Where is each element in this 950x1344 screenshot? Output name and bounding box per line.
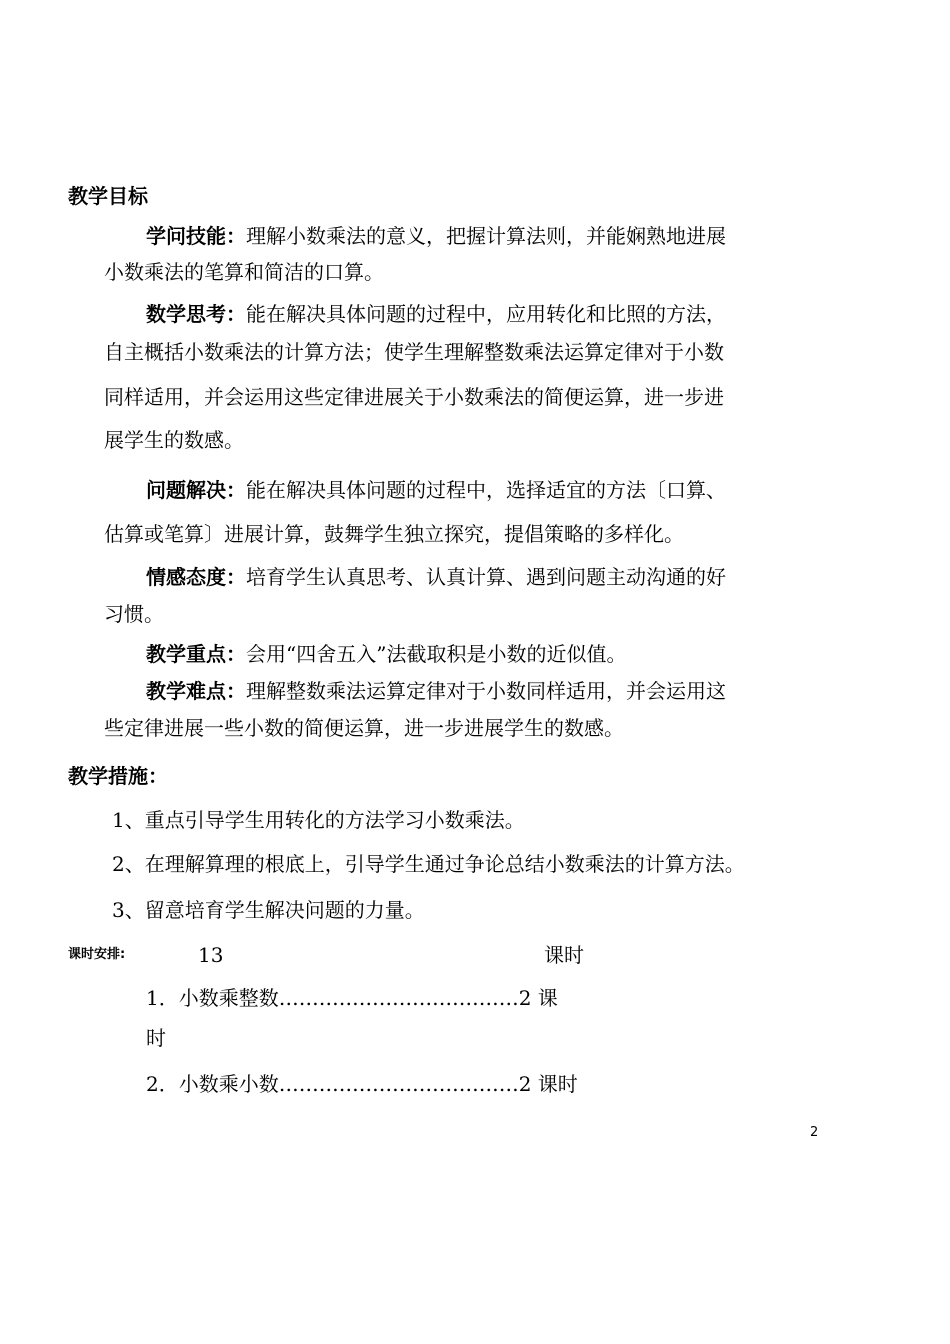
difficulty-line-2: 些定律进展一些小数的简便运算，进一步进展学生的数感。 (104, 716, 624, 740)
goal-problem-line-2: 估算或笔算〕进展计算，鼓舞学生独立探究，提倡策略的多样化。 (104, 522, 684, 546)
goal-attitude-line-2: 习惯。 (104, 602, 164, 626)
goal-skills-label: 学问技能： (146, 224, 246, 248)
schedule-item-line-1: 2．小数乘小数………………………………2 课时 (146, 1072, 578, 1096)
goal-problem-label: 问题解决： (146, 478, 246, 502)
goal-attitude-label: 情感态度： (146, 565, 246, 589)
goal-attitude-line-1: 情感态度：培育学生认真思考、认真计算、遇到问题主动沟通的好 (146, 565, 726, 589)
difficulty-line-1: 教学难点：理解整数乘法运算定律对于小数同样适用，并会运用这 (146, 679, 726, 703)
schedule-item-line-1: 1．小数乘整数………………………………2 课 (146, 986, 558, 1010)
schedule-item-line-2: 时 (146, 1026, 166, 1050)
goal-skills-line-1: 学问技能：理解小数乘法的意义，把握计算法则，并能娴熟地进展 (146, 224, 726, 248)
measure-item: 2、在理解算理的根底上，引导学生通过争论总结小数乘法的计算方法。 (112, 852, 745, 876)
goal-thinking-line-3: 同样适用，并会运用这些定律进展关于小数乘法的简便运算，进一步进 (104, 385, 724, 409)
schedule-count: 13 (198, 943, 224, 967)
goal-thinking-label: 数学思考： (146, 302, 246, 326)
measure-item: 3、留意培育学生解决问题的力量。 (112, 898, 425, 922)
goal-thinking-line-2: 自主概括小数乘法的计算方法；使学生理解整数乘法运算定律对于小数 (104, 340, 724, 364)
heading-teaching-goals: 教学目标 (68, 184, 148, 208)
key-point-line: 教学重点：会用“四舍五入”法截取积是小数的近似值。 (146, 642, 627, 666)
key-point-label: 教学重点： (146, 642, 246, 666)
goal-skills-line-2: 小数乘法的笔算和简洁的口算。 (104, 260, 384, 284)
measure-item: 1、重点引导学生用转化的方法学习小数乘法。 (112, 808, 525, 832)
goal-problem-line-1: 问题解决：能在解决具体问题的过程中，选择适宜的方法〔口算、 (146, 478, 726, 502)
goal-thinking-line-1: 数学思考：能在解决具体问题的过程中，应用转化和比照的方法， (146, 302, 726, 326)
difficulty-label: 教学难点： (146, 679, 246, 703)
heading-teaching-measures: 教学措施： (68, 764, 168, 788)
goal-thinking-line-4: 展学生的数感。 (104, 428, 244, 452)
schedule-label: 课时安排: (68, 947, 126, 962)
schedule-unit: 课时 (544, 943, 584, 967)
page-number: 2 (810, 1125, 819, 1140)
